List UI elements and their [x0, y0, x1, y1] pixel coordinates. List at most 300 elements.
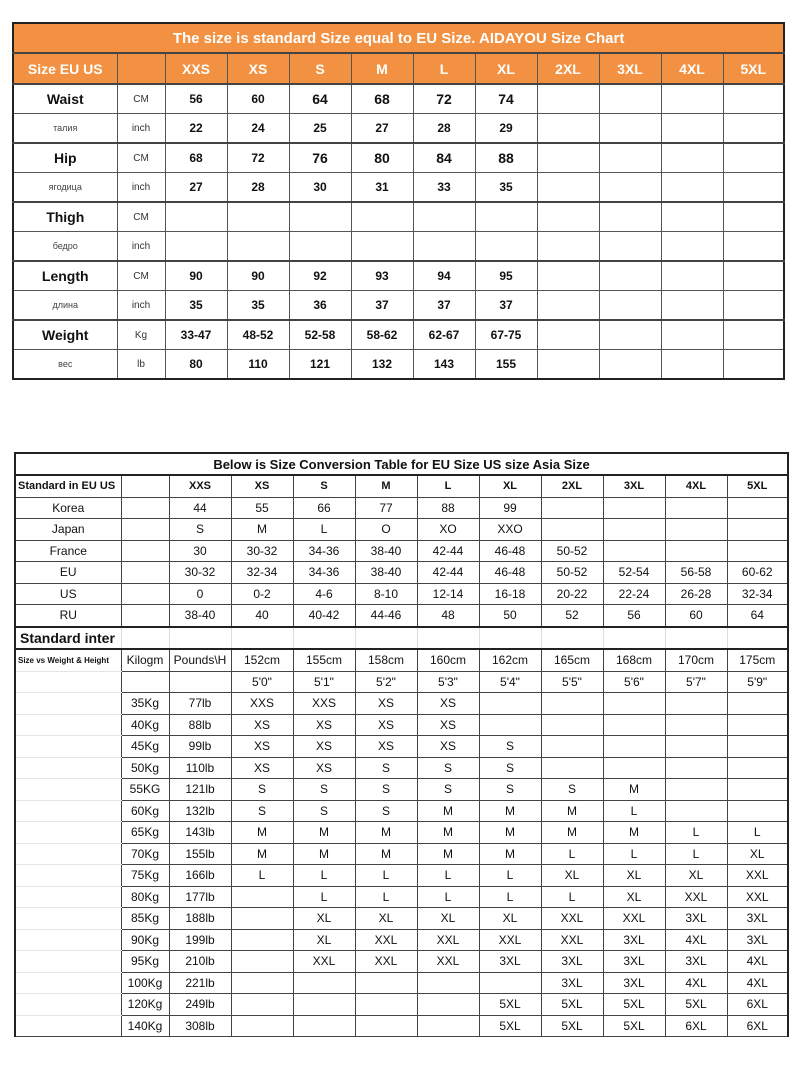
height-cm-header: 162cm — [479, 649, 541, 671]
size-value-cell: 132 — [351, 350, 413, 380]
size-value-cell — [661, 320, 723, 350]
conversion-value-cell: 48 — [417, 605, 479, 627]
conversion-value-cell: 26-28 — [665, 583, 727, 605]
size-header: XS — [227, 53, 289, 84]
conversion-value-cell: 0 — [169, 583, 231, 605]
size-value-cell — [537, 202, 599, 232]
recommended-size-cell: S — [479, 736, 541, 758]
recommended-size-cell: 4XL — [727, 972, 788, 994]
region-label: Korea — [15, 497, 121, 519]
recommended-size-cell: 3XL — [541, 972, 603, 994]
unit-label: CM — [117, 84, 165, 114]
size-value-cell: 72 — [227, 143, 289, 173]
conversion-value-cell: 16-18 — [479, 583, 541, 605]
recommended-size-cell: XXL — [417, 951, 479, 973]
recommended-size-cell: XS — [417, 714, 479, 736]
recommended-size-cell: S — [355, 757, 417, 779]
size-value-cell: 121 — [289, 350, 351, 380]
conversion-value-cell: 55 — [231, 497, 293, 519]
recommended-size-cell — [665, 779, 727, 801]
size-value-cell: 72 — [413, 84, 475, 114]
conversion-value-cell: 88 — [417, 497, 479, 519]
recommended-size-cell: XXL — [355, 951, 417, 973]
size-value-cell: 33 — [413, 173, 475, 203]
conversion-value-cell: 60-62 — [727, 562, 788, 584]
conversion-row — [15, 605, 788, 627]
weight-lb: 110lb — [169, 757, 231, 779]
conversion-value-cell: L — [293, 519, 355, 541]
size-value-cell: 74 — [475, 84, 537, 114]
size-value-cell — [537, 114, 599, 144]
size-value-cell — [661, 232, 723, 262]
recommended-size-cell — [603, 714, 665, 736]
size-value-cell — [661, 261, 723, 291]
conversion-value-cell: O — [355, 519, 417, 541]
recommended-size-cell: 3XL — [727, 908, 788, 930]
blank-cell — [15, 757, 121, 779]
recommended-size-cell: S — [293, 800, 355, 822]
size-value-cell: 93 — [351, 261, 413, 291]
weight-lb: 132lb — [169, 800, 231, 822]
height-ft-header: 5'6" — [603, 671, 665, 693]
blank-cell — [727, 627, 788, 650]
recommended-size-cell: M — [293, 843, 355, 865]
recommended-size-cell: XL — [665, 865, 727, 887]
recommended-size-cell: XS — [355, 736, 417, 758]
recommended-size-cell — [727, 736, 788, 758]
conversion-value-cell: 56-58 — [665, 562, 727, 584]
weight-lb: 210lb — [169, 951, 231, 973]
weight-lb: 99lb — [169, 736, 231, 758]
conversion-value-cell: 30 — [169, 540, 231, 562]
recommended-size-cell: L — [479, 865, 541, 887]
recommended-size-cell: M — [231, 822, 293, 844]
recommended-size-cell — [665, 800, 727, 822]
size-value-cell — [661, 173, 723, 203]
recommended-size-cell: XXL — [727, 886, 788, 908]
size-value-cell — [723, 143, 784, 173]
recommended-size-cell: L — [355, 886, 417, 908]
conversion-value-cell: S — [169, 519, 231, 541]
recommended-size-cell — [355, 994, 417, 1016]
size-value-cell — [475, 202, 537, 232]
recommended-size-cell — [479, 693, 541, 715]
size-value-cell — [165, 232, 227, 262]
weight-kg: 65Kg — [121, 822, 169, 844]
recommended-size-cell: S — [231, 800, 293, 822]
conversion-value-cell: 8-10 — [355, 583, 417, 605]
weight-kg: 35Kg — [121, 693, 169, 715]
size-value-cell: 90 — [227, 261, 289, 291]
recommended-size-cell: XS — [417, 693, 479, 715]
recommended-size-cell: XS — [293, 736, 355, 758]
weight-lb: 249lb — [169, 994, 231, 1016]
size-chart-header-row — [13, 53, 784, 84]
recommended-size-cell: 5XL — [665, 994, 727, 1016]
size-value-cell — [599, 173, 661, 203]
weight-row — [15, 843, 788, 865]
standard-inter-title: Standard inter — [15, 627, 121, 650]
blank-cell — [15, 865, 121, 887]
measurement-label: Weight — [13, 320, 117, 350]
conversion-value-cell — [665, 540, 727, 562]
recommended-size-cell: L — [727, 822, 788, 844]
recommended-size-cell — [541, 757, 603, 779]
measurement-label: Hip — [13, 143, 117, 173]
weight-kg: 40Kg — [121, 714, 169, 736]
size-value-cell: 22 — [165, 114, 227, 144]
standard-inter-row — [15, 627, 788, 650]
recommended-size-cell: M — [417, 822, 479, 844]
size-value-cell — [413, 202, 475, 232]
blank-header — [121, 475, 169, 497]
size-value-cell — [723, 84, 784, 114]
conversion-value-cell: 50 — [479, 605, 541, 627]
recommended-size-cell: L — [603, 843, 665, 865]
unit-label: lb — [117, 350, 165, 380]
conversion-value-cell: 32-34 — [727, 583, 788, 605]
size-value-cell — [599, 84, 661, 114]
conversion-header-label: Standard in EU US — [15, 475, 121, 497]
region-label: RU — [15, 605, 121, 627]
pounds-header: Pounds\H — [169, 649, 231, 671]
height-ft-header: 5'3" — [417, 671, 479, 693]
recommended-size-cell — [417, 994, 479, 1016]
recommended-size-cell: XS — [417, 736, 479, 758]
recommended-size-cell — [541, 736, 603, 758]
conversion-value-cell: 22-24 — [603, 583, 665, 605]
height-cm-header: 152cm — [231, 649, 293, 671]
conversion-value-cell: 32-34 — [231, 562, 293, 584]
conversion-value-cell: XO — [417, 519, 479, 541]
blank-cell — [541, 627, 603, 650]
recommended-size-cell — [665, 714, 727, 736]
conversion-row — [15, 497, 788, 519]
conversion-value-cell: 44 — [169, 497, 231, 519]
size-header: XXS — [169, 475, 231, 497]
weight-lb: 308lb — [169, 1015, 231, 1037]
conversion-value-cell: 38-40 — [355, 540, 417, 562]
conversion-value-cell — [727, 519, 788, 541]
size-value-cell: 143 — [413, 350, 475, 380]
size-chart-title: The size is standard Size equal to EU Size. AIDAYOU Size Chart — [13, 23, 784, 53]
size-value-cell: 35 — [165, 291, 227, 321]
recommended-size-cell: XXS — [293, 693, 355, 715]
size-value-cell: 76 — [289, 143, 351, 173]
blank-cell — [417, 627, 479, 650]
recommended-size-cell: L — [355, 865, 417, 887]
unit-label: inch — [117, 291, 165, 321]
conversion-header-row — [15, 475, 788, 497]
size-value-cell — [537, 291, 599, 321]
weight-row — [15, 714, 788, 736]
weight-kg: 50Kg — [121, 757, 169, 779]
conversion-value-cell: 20-22 — [541, 583, 603, 605]
size-value-cell: 35 — [475, 173, 537, 203]
size-value-cell: 80 — [165, 350, 227, 380]
conversion-value-cell — [603, 519, 665, 541]
weight-kg: 95Kg — [121, 951, 169, 973]
blank-cell — [15, 693, 121, 715]
conversion-value-cell: 44-46 — [355, 605, 417, 627]
weight-row — [15, 800, 788, 822]
size-value-cell: 30 — [289, 173, 351, 203]
unit-header — [117, 53, 165, 84]
size-value-cell — [599, 114, 661, 144]
size-chart-row — [13, 261, 784, 291]
size-chart-header-label: Size EU US — [13, 53, 117, 84]
weight-row — [15, 736, 788, 758]
recommended-size-cell: XS — [355, 714, 417, 736]
recommended-size-cell — [231, 908, 293, 930]
weight-row — [15, 886, 788, 908]
height-ft-header: 5'0" — [231, 671, 293, 693]
height-ft-header: 5'5" — [541, 671, 603, 693]
weight-row — [15, 929, 788, 951]
blank-cell — [121, 519, 169, 541]
recommended-size-cell: M — [417, 800, 479, 822]
size-value-cell: 28 — [227, 173, 289, 203]
size-chart-row — [13, 202, 784, 232]
blank-cell — [121, 562, 169, 584]
recommended-size-cell: M — [479, 800, 541, 822]
conversion-value-cell — [541, 497, 603, 519]
recommended-size-cell — [231, 951, 293, 973]
size-value-cell — [723, 114, 784, 144]
size-value-cell — [599, 143, 661, 173]
conversion-value-cell: 42-44 — [417, 562, 479, 584]
size-value-cell — [723, 232, 784, 262]
recommended-size-cell — [479, 714, 541, 736]
recommended-size-cell: XS — [231, 714, 293, 736]
unit-label: inch — [117, 173, 165, 203]
measurement-label-ru: талия — [13, 114, 117, 144]
blank-cell — [293, 627, 355, 650]
size-value-cell: 27 — [351, 114, 413, 144]
size-value-cell: 95 — [475, 261, 537, 291]
weight-lb: 166lb — [169, 865, 231, 887]
size-header: 5XL — [723, 53, 784, 84]
measurement-label-ru: ягодица — [13, 173, 117, 203]
size-value-cell — [537, 320, 599, 350]
unit-label: CM — [117, 261, 165, 291]
recommended-size-cell: XL — [603, 886, 665, 908]
weight-row — [15, 908, 788, 930]
blank-cell — [479, 627, 541, 650]
conversion-title-row — [15, 453, 788, 475]
recommended-size-cell — [231, 929, 293, 951]
size-value-cell: 56 — [165, 84, 227, 114]
recommended-size-cell: XL — [293, 929, 355, 951]
recommended-size-cell: S — [479, 779, 541, 801]
blank-cell — [121, 627, 169, 650]
height-ft-header: 5'2" — [355, 671, 417, 693]
conversion-value-cell: M — [231, 519, 293, 541]
region-label: France — [15, 540, 121, 562]
recommended-size-cell: 3XL — [727, 929, 788, 951]
recommended-size-cell: 5XL — [541, 994, 603, 1016]
size-value-cell: 48-52 — [227, 320, 289, 350]
region-label: EU — [15, 562, 121, 584]
recommended-size-cell — [293, 994, 355, 1016]
size-chart-row — [13, 173, 784, 203]
size-value-cell — [661, 114, 723, 144]
size-value-cell — [537, 173, 599, 203]
recommended-size-cell — [727, 800, 788, 822]
weight-kg: 140Kg — [121, 1015, 169, 1037]
unit-label: CM — [117, 143, 165, 173]
region-label: Japan — [15, 519, 121, 541]
recommended-size-cell: XS — [293, 714, 355, 736]
size-chart-row — [13, 232, 784, 262]
conversion-value-cell — [541, 519, 603, 541]
blank-cell — [15, 800, 121, 822]
size-header: 2XL — [541, 475, 603, 497]
recommended-size-cell: XXL — [293, 951, 355, 973]
recommended-size-cell — [355, 1015, 417, 1037]
recommended-size-cell: XL — [355, 908, 417, 930]
recommended-size-cell: S — [479, 757, 541, 779]
weight-lb: 121lb — [169, 779, 231, 801]
blank-cell — [169, 627, 231, 650]
blank-cell — [15, 908, 121, 930]
conversion-value-cell: 0-2 — [231, 583, 293, 605]
recommended-size-cell: L — [293, 886, 355, 908]
recommended-size-cell: 3XL — [479, 951, 541, 973]
recommended-size-cell — [231, 972, 293, 994]
recommended-size-cell: XXL — [727, 865, 788, 887]
weight-lb: 177lb — [169, 886, 231, 908]
size-header: L — [413, 53, 475, 84]
size-value-cell — [599, 291, 661, 321]
blank-cell — [15, 972, 121, 994]
recommended-size-cell — [231, 994, 293, 1016]
recommended-size-cell: XS — [231, 757, 293, 779]
size-value-cell: 62-67 — [413, 320, 475, 350]
size-value-cell — [537, 84, 599, 114]
conversion-title: Below is Size Conversion Table for EU Size US size Asia Size — [15, 453, 788, 475]
recommended-size-cell: M — [603, 822, 665, 844]
recommended-size-cell: XL — [479, 908, 541, 930]
conversion-value-cell: 34-36 — [293, 562, 355, 584]
blank-cell — [15, 1015, 121, 1037]
size-value-cell: 110 — [227, 350, 289, 380]
recommended-size-cell — [603, 757, 665, 779]
blank-cell — [15, 929, 121, 951]
recommended-size-cell: S — [355, 800, 417, 822]
size-value-cell — [723, 291, 784, 321]
size-value-cell — [723, 261, 784, 291]
conversion-row — [15, 562, 788, 584]
conversion-value-cell: 30-32 — [231, 540, 293, 562]
recommended-size-cell: 3XL — [541, 951, 603, 973]
recommended-size-cell: XXL — [417, 929, 479, 951]
recommended-size-cell: 4XL — [727, 951, 788, 973]
recommended-size-cell: 6XL — [727, 994, 788, 1016]
size-value-cell — [537, 261, 599, 291]
recommended-size-cell: XXL — [479, 929, 541, 951]
blank-cell — [121, 497, 169, 519]
recommended-size-cell: XXL — [355, 929, 417, 951]
weight-lb: 199lb — [169, 929, 231, 951]
size-chart-row — [13, 84, 784, 114]
conversion-value-cell: 46-48 — [479, 562, 541, 584]
weight-lb: 77lb — [169, 693, 231, 715]
weight-row — [15, 1015, 788, 1037]
conversion-value-cell: 4-6 — [293, 583, 355, 605]
conversion-value-cell: 77 — [355, 497, 417, 519]
size-header: XL — [475, 53, 537, 84]
recommended-size-cell — [231, 1015, 293, 1037]
conversion-value-cell: 52 — [541, 605, 603, 627]
weight-lb: 221lb — [169, 972, 231, 994]
recommended-size-cell: XXS — [231, 693, 293, 715]
conversion-value-cell: 12-14 — [417, 583, 479, 605]
blank-cell — [15, 671, 121, 693]
recommended-size-cell: L — [293, 865, 355, 887]
height-cm-header: 160cm — [417, 649, 479, 671]
recommended-size-cell: S — [417, 757, 479, 779]
recommended-size-cell: L — [417, 886, 479, 908]
blank-cell — [15, 951, 121, 973]
size-value-cell — [165, 202, 227, 232]
size-value-cell — [599, 261, 661, 291]
size-value-cell — [723, 350, 784, 380]
recommended-size-cell: XS — [231, 736, 293, 758]
size-value-cell: 37 — [351, 291, 413, 321]
recommended-size-cell — [665, 693, 727, 715]
height-ft-row — [15, 671, 788, 693]
recommended-size-cell: XL — [417, 908, 479, 930]
recommended-size-cell: M — [417, 843, 479, 865]
size-value-cell — [537, 350, 599, 380]
recommended-size-cell: L — [541, 886, 603, 908]
conversion-value-cell: 52-54 — [603, 562, 665, 584]
size-chart-row — [13, 143, 784, 173]
size-conversion-table — [14, 452, 789, 1037]
size-value-cell: 37 — [413, 291, 475, 321]
recommended-size-cell — [727, 757, 788, 779]
weight-kg: 45Kg — [121, 736, 169, 758]
conversion-row — [15, 519, 788, 541]
size-value-cell — [289, 232, 351, 262]
size-header: S — [293, 475, 355, 497]
conversion-value-cell: 40-42 — [293, 605, 355, 627]
region-label: US — [15, 583, 121, 605]
measurement-label: Thigh — [13, 202, 117, 232]
size-value-cell — [599, 202, 661, 232]
size-chart-table — [12, 22, 785, 380]
recommended-size-cell: M — [479, 822, 541, 844]
size-value-cell — [599, 320, 661, 350]
size-chart-row — [13, 291, 784, 321]
recommended-size-cell: 3XL — [665, 951, 727, 973]
weight-row — [15, 951, 788, 973]
recommended-size-cell: 5XL — [603, 1015, 665, 1037]
blank-cell — [15, 779, 121, 801]
weight-lb: 143lb — [169, 822, 231, 844]
conversion-value-cell: 38-40 — [355, 562, 417, 584]
weight-row — [15, 994, 788, 1016]
recommended-size-cell: 5XL — [479, 1015, 541, 1037]
size-value-cell — [227, 232, 289, 262]
size-value-cell — [723, 320, 784, 350]
size-value-cell: 58-62 — [351, 320, 413, 350]
size-value-cell — [351, 202, 413, 232]
size-value-cell: 155 — [475, 350, 537, 380]
size-value-cell: 90 — [165, 261, 227, 291]
recommended-size-cell: 3XL — [603, 972, 665, 994]
